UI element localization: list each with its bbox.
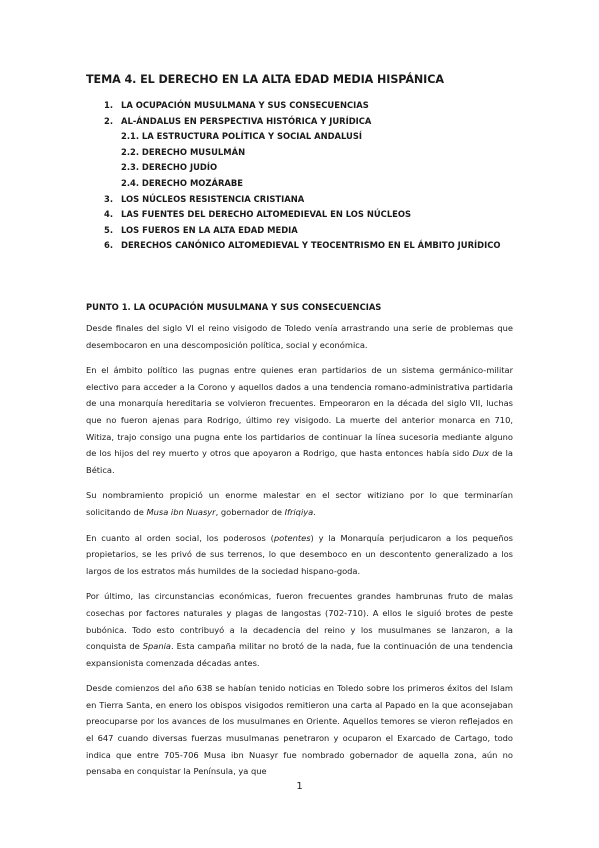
paragraph-text: Su nombramiento propició un enorme malestar en el sector witiziano por lo que terminarían solicitando de (86, 490, 513, 517)
emphasis-text: Ifriqiya (284, 506, 314, 517)
toc-item (104, 238, 514, 254)
toc-subitem (104, 145, 514, 161)
paragraph-text: Desde finales del siglo VI el reino visigodo de Toledo venía arrastrando una serie de problemas que desembocaron en una descomposición política, social y económica. (86, 323, 513, 350)
toc-subitem-label: 2.4. DERECHO MOZÁRABE (121, 177, 244, 188)
toc-item-number: 6. (104, 240, 114, 251)
toc-item-number: 4. (104, 209, 114, 220)
paragraph (86, 320, 513, 353)
toc-item-label: LOS FUEROS EN LA ALTA EDAD MEDIA (121, 224, 298, 235)
toc-item (104, 192, 514, 208)
toc-item-number: 5. (104, 224, 114, 235)
paragraph (86, 487, 513, 520)
toc-item-label: LA OCUPACIÓN MUSULMANA Y SUS CONSECUENCIAS (121, 100, 369, 110)
document-title: TEMA 4. EL DERECHO EN LA ALTA EDAD MEDIA HISPÁNICA (86, 73, 444, 86)
emphasis-text: Spania (142, 641, 172, 652)
paragraph (86, 680, 513, 780)
toc-item-label: LAS FUENTES DEL DERECHO ALTOMEDIEVAL EN LOS NÚCLEOS (121, 209, 412, 220)
toc-subitem (104, 176, 514, 192)
paragraph (86, 530, 513, 580)
paragraph-text: de la Bética. (86, 448, 513, 475)
emphasis-text: Dux (472, 448, 490, 459)
toc-item-number: 2. (104, 115, 114, 126)
toc-item-label: AL-ÁNDALUS EN PERSPECTIVA HISTÓRICA Y JURÍDICA (121, 115, 372, 126)
table-of-contents (104, 98, 514, 254)
toc-item (104, 114, 514, 130)
paragraph (86, 588, 513, 671)
toc-subitem-label: 2.2. DERECHO MUSULMÁN (121, 146, 246, 157)
toc-subitem-label: 2.1. LA ESTRUCTURA POLÍTICA Y SOCIAL ANDALUSÍ (121, 131, 363, 142)
toc-item (104, 207, 514, 223)
paragraph-text: ) y la Monarquía perjudicaron a los pequeños propietarios, se les privó de sus terrenos, lo que desemboco en un descontento generalizado a los largos de los estratos más humildes de la sociedad hispano-goda. (86, 532, 513, 576)
emphasis-text: Musa ibn Nuasyr (146, 506, 216, 517)
paragraph-text: . Esta campaña militar no brotó de la nada, fue la continuación de una tendencia expansionista comenzada décadas antes. (86, 641, 513, 668)
paragraph-text: Desde comienzos del año 638 se habían tenido noticias en Toledo sobre los primeros éxitos del Islam en Tierra Santa, en enero los obispos visigodos remitieron una carta al Papado en la que aconsejaban preocuparse por los avances de los musulmanes en Oriente. Aquellos temores se vieron reflejados en el 647 cuando diversas fuerzas musulmanas penetraron y ocuparon el Exarcado de Cartago, todo indica que entre 705-706 Musa ibn Nuasyr fue nombrado gobernador de aquella zona, aún no pensaba en conquistar la Península, ya que (86, 683, 513, 777)
toc-item-label: LOS NÚCLEOS RESISTENCIA CRISTIANA (121, 193, 305, 204)
paragraph-text: Por último, las circunstancias económicas, fueron frecuentes grandes hambrunas fruto de malas cosechas por factores naturales y plagas de langostas (702-710). A ellos le siguió brotes de peste bubónica. Todo esto contribuyó a la decadencia del reino y los musulmanes se lanzaron, a la conquista de (86, 591, 513, 652)
toc-item-number: 1. (104, 100, 114, 110)
toc-subitem (104, 160, 514, 176)
toc-item-number: 3. (104, 193, 114, 204)
toc-subitem-label: 2.3. DERECHO JUDÍO (121, 162, 218, 173)
toc-item (104, 223, 514, 239)
paragraph-text: . (313, 506, 316, 517)
page-number: 1 (296, 781, 303, 792)
paragraph (86, 362, 513, 478)
paragraph-text: En el ámbito político las pugnas entre quienes eran partidarios de un sistema germánico-militar electivo para acceder a la Corono y aquellos dados a una tendencia romano-administrativa partidaria de una monarquía hereditaria se volvieron frecuentes. Empeoraron en la década del siglo VII, luchas que no fueron ajenas para Rodrigo, último rey visigodo. La muerte del anterior monarca en 710, Witiza, trajo consigo una pugna ente los partidarios de continuar la línea sucesoria mediante alguno de los hijos del rey muerto y otros que apoyaron a Rodrigo, que hasta entonces había sido (86, 365, 513, 459)
emphasis-text: potentes (273, 532, 311, 543)
toc-item-label: DERECHOS CANÓNICO ALTOMEDIEVAL Y TEOCENTRISMO EN EL ÁMBITO JURÍDICO (121, 240, 501, 251)
body-text (86, 320, 513, 789)
paragraph-text: En cuanto al orden social, los poderosos ( (86, 532, 274, 543)
toc-item (104, 98, 514, 114)
paragraph-text: , gobernador de (215, 506, 285, 517)
section-heading: PUNTO 1. LA OCUPACIÓN MUSULMANA Y SUS CONSECUENCIAS (86, 302, 382, 312)
toc-subitem (104, 129, 514, 145)
